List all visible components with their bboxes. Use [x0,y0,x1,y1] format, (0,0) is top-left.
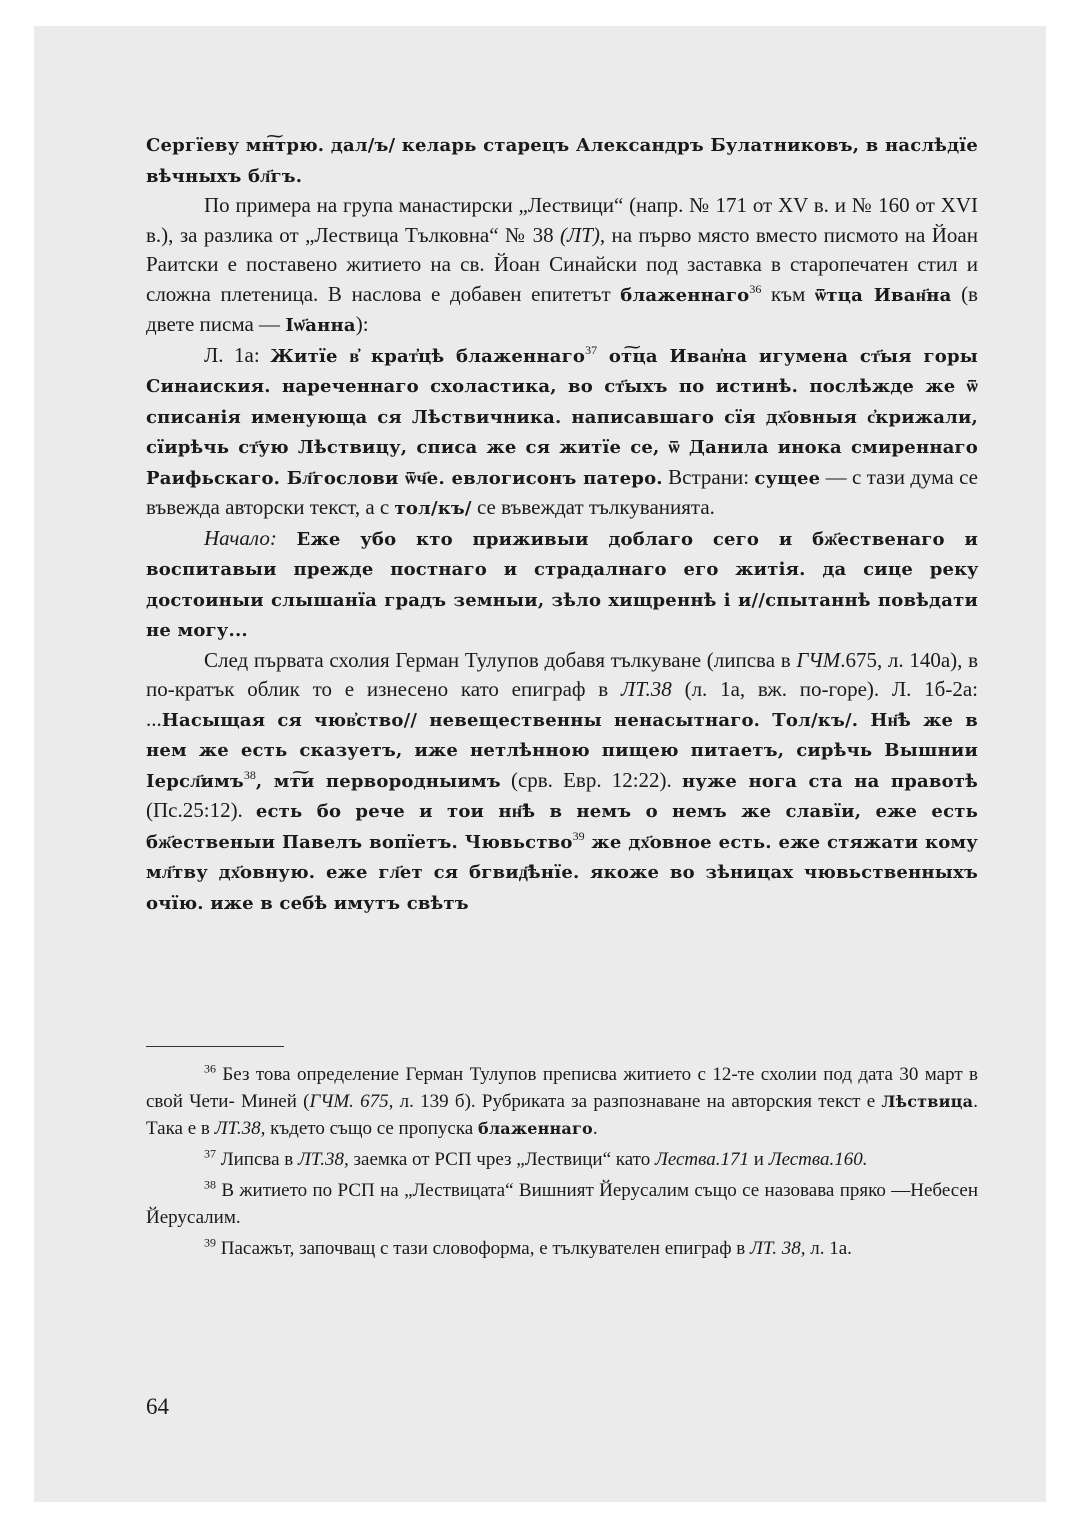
text-run: се въвеждат тълкуванията. [471,495,715,519]
paragraph-4 [146,646,978,919]
italic-run: ЛТ.38 [620,677,672,701]
text-run: Л. 1а: [204,342,271,367]
footnote-number: 36 [204,1061,216,1076]
footnote-ref-36[interactable]: 36 [749,281,762,296]
text-run: В житието по РСП на „Лествицата“ Вишният Йерусалим също се назовава пряко —Небесен Йерусалим. [146,1180,978,1228]
slavonic-text: от͠ца Иван҆на игумена ст҃ыя горы Синаиския. нареченнаго схоластика, во ст҃ыхъ по истинѣ. послѣжде же ѿ списанія именующа ся Лѣствичника. написавшаго сїя дх҃овныя с҆крижали, сїирѣчь ст҃ую Лѣствицу, списа же ся житїе се, ѿ Данила инока смиреннаго Раифьскаго. Бл҃гослови ѿч҃е. евлогисонъ патеро. [146,345,978,489]
slavonic-text: Еже убо кто приживыи доблаго сего и бж҃ественаго и воспитавыи прежде постнаго и страдалнаго его житія. да сице рекy достоиныи слышанїа градъ земныи, зѣло хищреннѣ і и//спытаннѣ повѣдати не могу... [146,528,978,641]
italic-run: ЛТ.38, [214,1118,266,1139]
slavonic-text: тол/къ/ [394,498,472,519]
slavonic-text: блаженнаго [477,1119,593,1138]
slavonic-text: же дх҃овное есть. еже стяжати кому мл҃тву дх҃овную. еже гл҃ет ся бгвид҃ѣнїе. якоже во зѣницах чювьственныхъ очїю. иже в себѣ имутъ свѣтъ [146,831,978,914]
slavonic-text: блаженнаго [620,284,750,306]
paragraph-3 [146,524,978,646]
text-run: (в двете писма — [146,281,978,336]
text-run: След първата схолия Герман Тулупов добавя тълкуване (липсва в [204,647,797,672]
italic-run: Начало: [204,525,277,550]
text-run: Липсва в [216,1149,299,1170]
text-run: Встрани: [662,464,755,489]
text-run: и [749,1149,769,1170]
slavonic-text: Насыщая ся чюв҆ство// невещественны ненасытнаго. Тол/къ/. Нн҃ѣ же в нем же есть сказуетъ, иже нетлѣнною пищею питаетъ, сирѣчь Вышнии Іерсл҃имъ [146,709,978,792]
italic-run: Лества.160. [768,1149,868,1170]
paragraph-1 [146,191,978,341]
footnote-38 [146,1177,978,1231]
footnote-ref-38[interactable]: 38 [243,767,256,782]
footnote-number: 38 [204,1177,216,1192]
text-run: (Пс.25:12). [146,798,256,822]
slavonic-text: ѿтца Иван҃на [814,284,952,306]
slavonic-text: Сергїеву мн͠трю. дал/ъ/ келарь старецъ Александръ Булатниковъ, в наслѣдїе вѣчныхъ бл҃гъ. [146,135,978,187]
footnote-ref-37[interactable]: 37 [585,342,598,357]
text-run: Без това определение Герман Тулупов преписва житието с 12-те схолии под дата 30 март в свой Чети- Миней ( [146,1064,978,1112]
footnote-39 [146,1235,978,1262]
footnote-number: 39 [204,1235,216,1250]
scanned-page [34,26,1046,1502]
page-number: 64 [146,1394,169,1419]
footnotes [146,1061,978,1262]
footnote-divider [146,1046,284,1047]
text-run: (л. 1а, вж. по-горе). Л. 1б-2а: ... [146,677,978,731]
text-run: ): [355,312,369,336]
text-run: По примера на група манастирски „Лествици“ (напр. № 171 от XV в. и № 160 от XVI в.), за разлика от „Лествица Тълковна“ № 38 [146,193,978,247]
text-run: . [592,1118,598,1139]
footnote-37 [146,1146,978,1173]
slavonic-text: Іѡ҃анна [285,315,356,336]
text-run: където също се пропуска [265,1118,478,1139]
italic-run: Лества.171 [654,1149,750,1170]
text-run: , л. 139 б). Рубриката за разпознаване на авторския текст е [388,1091,882,1112]
slavonic-text: , мт͠и первородныимъ [255,770,501,792]
footnote-ref-39[interactable]: 39 [572,828,585,843]
paragraph-0 [146,130,978,191]
italic-run: ЛТ.38, [298,1149,349,1170]
paragraph-2 [146,341,978,524]
italic-run: ГЧМ. 675 [309,1091,389,1112]
slavonic-text: нуже нога ста на правотѣ [681,770,978,792]
text-run: л. 1а. [805,1238,852,1259]
text-run: , на първо място вместо писмото на Йоан Раитски е поставено житието на св. Йоан Синайски под заставка в старопечатен стил и сложна плетеница. В наслова е добавен епитетът [146,222,978,306]
slavonic-text: сущее [754,467,821,489]
italic-run: ЛТ. 38, [749,1238,806,1259]
text-run: (срв. Евр. 12:22). [500,767,682,792]
slavonic-text: есть бо рече и тои нн҃ѣ в немъ о немъ же славїи, еже есть бж҃ественыи Павелъ вопїетъ. Чювьство [146,801,979,853]
text-run: заемка от РСП чрез „Лествици“ като [348,1149,655,1170]
text-run: . Така е в [146,1091,978,1139]
footnote-number: 37 [204,1146,216,1161]
slavonic-text: Лѣствица [881,1092,974,1111]
text-run: към [761,281,815,306]
text-run: .675, л. 140а), в по-кратък облик то е изнесено като епиграф в [146,647,978,701]
page-body [146,130,978,1262]
italic-run: (ЛТ) [560,222,600,247]
italic-run: ГЧМ [796,647,841,672]
slavonic-text: Житїе в҆ крат҆цѣ блаженнаго [270,345,586,367]
footnote-36 [146,1061,978,1142]
text-run: Пасажът, започващ с тази словоформа, е тълкувателен епиграф в [216,1238,750,1259]
text-run: — с тази дума се въвежда авторски текст, а с [146,464,978,519]
